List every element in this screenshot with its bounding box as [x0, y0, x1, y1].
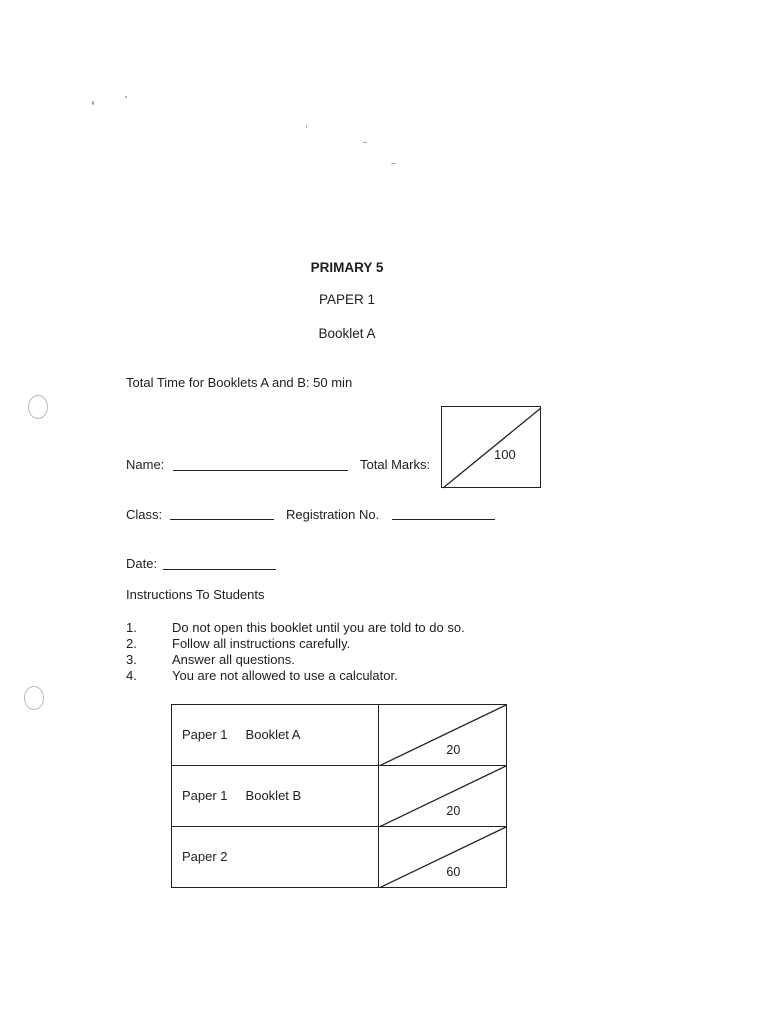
class-blank-line[interactable] [170, 519, 274, 520]
instruction-number: 2. [126, 636, 137, 651]
booklet-name: Booklet A [245, 727, 301, 742]
booklet-title: Booklet A [318, 326, 376, 341]
scan-speck [363, 142, 367, 143]
marks-diagonal [379, 766, 506, 827]
instructions-heading: Instructions To Students [126, 587, 265, 602]
total-time-text: Total Time for Booklets A and B: 50 min [126, 375, 353, 390]
marks-cell [379, 766, 507, 827]
punch-hole-mark [28, 395, 48, 419]
booklet-name: Booklet B [245, 788, 302, 803]
scan-speck [391, 163, 396, 164]
marks-cell [379, 705, 507, 766]
registration-label: Registration No. [286, 507, 380, 522]
total-marks-value: 100 [494, 447, 516, 462]
paper-name: Paper 2 [182, 849, 228, 864]
scan-speck [125, 96, 127, 98]
total-marks-box [441, 406, 541, 488]
marks-value: 20 [446, 804, 461, 818]
instruction-number: 4. [126, 668, 137, 683]
paper-label-cell [172, 705, 379, 766]
registration-blank-line[interactable] [392, 519, 495, 520]
scan-speck [92, 101, 94, 105]
table-row [172, 705, 507, 766]
name-label: Name: [126, 457, 165, 472]
date-label: Date: [126, 556, 158, 571]
class-label: Class: [126, 507, 163, 522]
instruction-text: Do not open this booklet until you are told to do so. [172, 620, 465, 635]
instruction-text: Follow all instructions carefully. [172, 636, 351, 651]
name-blank-line[interactable] [173, 470, 348, 471]
score-table [171, 704, 507, 888]
total-marks-label: Total Marks: [360, 457, 431, 472]
marks-value: 20 [446, 743, 461, 757]
date-blank-line[interactable] [163, 569, 276, 570]
total-marks-diagonal [442, 407, 542, 489]
instruction-text: You are not allowed to use a calculator. [172, 668, 398, 683]
instruction-text: Answer all questions. [172, 652, 295, 667]
marks-cell [379, 827, 507, 888]
paper-title: PAPER 1 [318, 292, 376, 307]
marks-diagonal [379, 705, 506, 766]
scan-speck [306, 125, 307, 128]
instruction-number: 3. [126, 652, 137, 667]
punch-hole-mark [24, 686, 44, 710]
level-title: PRIMARY 5 [310, 260, 384, 275]
marks-diagonal [379, 827, 506, 888]
paper-name: Paper 1 [182, 727, 228, 742]
marks-value: 60 [446, 865, 461, 879]
table-row [172, 766, 507, 827]
paper-label-cell [172, 827, 379, 888]
paper-label-cell [172, 766, 379, 827]
instruction-number: 1. [126, 620, 137, 635]
paper-name: Paper 1 [182, 788, 228, 803]
table-row [172, 827, 507, 888]
